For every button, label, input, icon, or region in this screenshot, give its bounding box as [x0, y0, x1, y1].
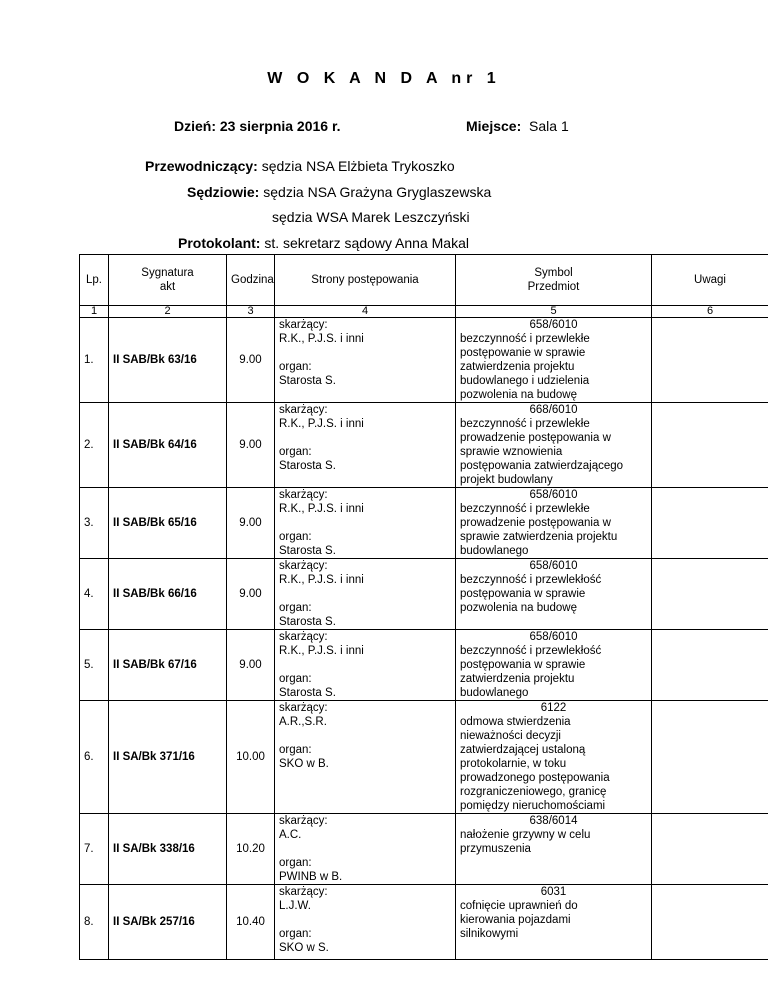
parties-cell — [275, 814, 456, 885]
organ: Starosta S. — [279, 687, 336, 699]
organ-label: organ: — [279, 531, 312, 543]
subject-line: zatwierdzającej ustaloną — [460, 744, 586, 756]
plaintiff: R.K., P.J.S. i inni — [279, 645, 364, 657]
clerk: Protokolant: st. sekretarz sądowy Anna Makal — [178, 235, 469, 251]
row-number: 4. — [80, 559, 109, 630]
subject-code: 668/6010 — [529, 404, 578, 416]
subject-line: pomiędzy nieruchomościami — [460, 800, 606, 812]
row-number: 3. — [80, 488, 109, 559]
column-numbers-row: 1 2 3 4 5 6 — [80, 306, 768, 318]
subject-code: 658/6010 — [529, 489, 578, 501]
parties-cell — [275, 403, 456, 488]
subject-line: bezczynność i przewlekłe — [460, 418, 590, 430]
hearing-place: Miejsce: Sala 1 — [466, 118, 569, 134]
table-row — [80, 559, 768, 630]
plaintiff: L.J.W. — [279, 900, 311, 912]
organ-label: organ: — [279, 857, 312, 869]
presiding-judge: Przewodniczący: sędzia NSA Elżbieta Trykoszko — [145, 158, 455, 174]
col-subject: Symbol Przedmiot — [456, 255, 652, 306]
subject-line: prowadzenie postępowania w — [460, 432, 611, 444]
subject-cell — [456, 630, 652, 701]
table-row — [80, 814, 768, 885]
plaintiff-label: skarżący: — [279, 560, 328, 572]
subject-line: nałożenie grzywny w celu — [460, 829, 591, 841]
row-number: 5. — [80, 630, 109, 701]
subject-line: cofnięcie uprawnień do — [460, 900, 578, 912]
plaintiff-label: skarżący: — [279, 404, 328, 416]
notes-cell — [652, 488, 768, 559]
hearing-time: 9.00 — [227, 630, 275, 701]
table-row — [80, 885, 768, 960]
plaintiff: R.K., P.J.S. i inni — [279, 333, 364, 345]
subject-line: postępowania w sprawie — [460, 588, 586, 600]
plaintiff-label: skarżący: — [279, 489, 328, 501]
case-signature: II SA/Bk 371/16 — [109, 701, 227, 814]
subject-line: projekt budowlany — [460, 474, 553, 486]
table-row — [80, 488, 768, 559]
plaintiff-label: skarżący: — [279, 631, 328, 643]
plaintiff: R.K., P.J.S. i inni — [279, 574, 364, 586]
table-row — [80, 403, 768, 488]
parties-cell — [275, 885, 456, 960]
plaintiff-label: skarżący: — [279, 319, 328, 331]
case-signature: II SAB/Bk 65/16 — [109, 488, 227, 559]
notes-cell — [652, 885, 768, 960]
subject-cell — [456, 318, 652, 403]
case-signature: II SAB/Bk 66/16 — [109, 559, 227, 630]
subject-code: 638/6014 — [529, 815, 578, 827]
judges: Sędziowie: sędzia NSA Grażyna Gryglaszewska — [187, 184, 492, 200]
subject-line: protokolarnie, w toku — [460, 758, 567, 770]
table-row — [80, 630, 768, 701]
case-signature: II SAB/Bk 64/16 — [109, 403, 227, 488]
subject-line: silnikowymi — [460, 928, 519, 940]
case-signature: II SAB/Bk 63/16 — [109, 318, 227, 403]
subject-line: sprawie wznowienia — [460, 446, 563, 458]
plaintiff: A.C. — [279, 829, 302, 841]
organ-label: organ: — [279, 744, 312, 756]
subject-line: postępowania zatwierdzającego — [460, 460, 624, 472]
hearing-time: 10.00 — [227, 701, 275, 814]
row-number: 8. — [80, 885, 109, 960]
hearing-time: 10.40 — [227, 885, 275, 960]
subject-line: budowlanego — [460, 545, 529, 557]
plaintiff: R.K., P.J.S. i inni — [279, 418, 364, 430]
page-title: W O K A N D A nr 1 — [267, 70, 501, 87]
hearing-time: 9.00 — [227, 488, 275, 559]
subject-line: kierowania pojazdami — [460, 914, 571, 926]
organ-label: organ: — [279, 673, 312, 685]
hearing-date: Dzień: 23 sierpnia 2016 r. — [174, 118, 341, 134]
parties-cell — [275, 630, 456, 701]
subject-line: budowlanego — [460, 687, 529, 699]
col-lp: Lp. — [80, 255, 109, 306]
organ: PWINB w B. — [279, 871, 343, 883]
subject-code: 658/6010 — [529, 631, 578, 643]
organ: Starosta S. — [279, 616, 336, 628]
notes-cell — [652, 630, 768, 701]
hearing-time: 9.00 — [227, 559, 275, 630]
organ: Starosta S. — [279, 375, 336, 387]
subject-cell — [456, 701, 652, 814]
organ-label: organ: — [279, 928, 312, 940]
row-number: 2. — [80, 403, 109, 488]
organ-label: organ: — [279, 602, 312, 614]
subject-line: prowadzenie postępowania w — [460, 517, 611, 529]
row-number: 7. — [80, 814, 109, 885]
subject-line: nieważności decyzji — [460, 730, 561, 742]
subject-line: sprawie zatwierdzenia projektu — [460, 531, 618, 543]
case-signature: II SAB/Bk 67/16 — [109, 630, 227, 701]
subject-line: bezczynność i przewlekłe — [460, 503, 590, 515]
subject-line: postępowania w sprawie — [460, 659, 586, 671]
subject-line: postępowanie w sprawie — [460, 347, 586, 359]
header-row — [80, 255, 768, 306]
row-number: 1. — [80, 318, 109, 403]
subject-line: zatwierdzenia projektu — [460, 361, 575, 373]
subject-code: 6122 — [540, 702, 567, 714]
hearing-time: 9.00 — [227, 403, 275, 488]
notes-cell — [652, 814, 768, 885]
parties-cell — [275, 488, 456, 559]
col-parties: Strony postępowania — [275, 255, 456, 306]
subject-line: zatwierdzenia projektu — [460, 673, 575, 685]
organ: Starosta S. — [279, 545, 336, 557]
subject-code: 658/6010 — [529, 319, 578, 331]
notes-cell — [652, 403, 768, 488]
parties-cell — [275, 318, 456, 403]
subject-line: bezczynność i przewlekłość — [460, 574, 602, 586]
notes-cell — [652, 559, 768, 630]
judge-2: sędzia WSA Marek Leszczyński — [272, 209, 470, 225]
plaintiff-label: skarżący: — [279, 702, 328, 714]
plaintiff-label: skarżący: — [279, 886, 328, 898]
col-notes: Uwagi — [652, 255, 768, 306]
hearing-time: 10.20 — [227, 814, 275, 885]
subject-line: pozwolenia na budowę — [460, 602, 578, 614]
organ-label: organ: — [279, 361, 312, 373]
subject-cell — [456, 885, 652, 960]
organ-label: organ: — [279, 446, 312, 458]
organ: Starosta S. — [279, 460, 336, 472]
subject-line: przymuszenia — [460, 843, 531, 855]
organ: SKO w S. — [279, 942, 329, 954]
subject-line: pozwolenia na budowę — [460, 389, 578, 401]
parties-cell — [275, 559, 456, 630]
hearing-time: 9.00 — [227, 318, 275, 403]
col-time: Godzina — [227, 255, 275, 306]
subject-cell — [456, 814, 652, 885]
case-signature: II SA/Bk 257/16 — [109, 885, 227, 960]
row-number: 6. — [80, 701, 109, 814]
case-signature: II SA/Bk 338/16 — [109, 814, 227, 885]
subject-line: prowadzonego postępowania — [460, 772, 610, 784]
organ: SKO w B. — [279, 758, 329, 770]
table-row — [80, 318, 768, 403]
table-row — [80, 701, 768, 814]
parties-cell — [275, 701, 456, 814]
col-signature: Sygnatura akt — [109, 255, 227, 306]
subject-line: budowlanego i udzielenia — [460, 375, 590, 387]
subject-code: 6031 — [540, 886, 567, 898]
subject-line: odmowa stwierdzenia — [460, 716, 571, 728]
subject-cell — [456, 403, 652, 488]
subject-cell — [456, 559, 652, 630]
subject-code: 658/6010 — [529, 560, 578, 572]
plaintiff: R.K., P.J.S. i inni — [279, 503, 364, 515]
subject-line: bezczynność i przewlekłe — [460, 333, 590, 345]
subject-line: bezczynność i przewlekłość — [460, 645, 602, 657]
plaintiff-label: skarżący: — [279, 815, 328, 827]
notes-cell — [652, 701, 768, 814]
docket-table — [79, 254, 768, 960]
plaintiff: A.R.,S.R. — [279, 716, 327, 728]
notes-cell — [652, 318, 768, 403]
subject-cell — [456, 488, 652, 559]
subject-line: rozgraniczeniowego, granicę — [460, 786, 607, 798]
